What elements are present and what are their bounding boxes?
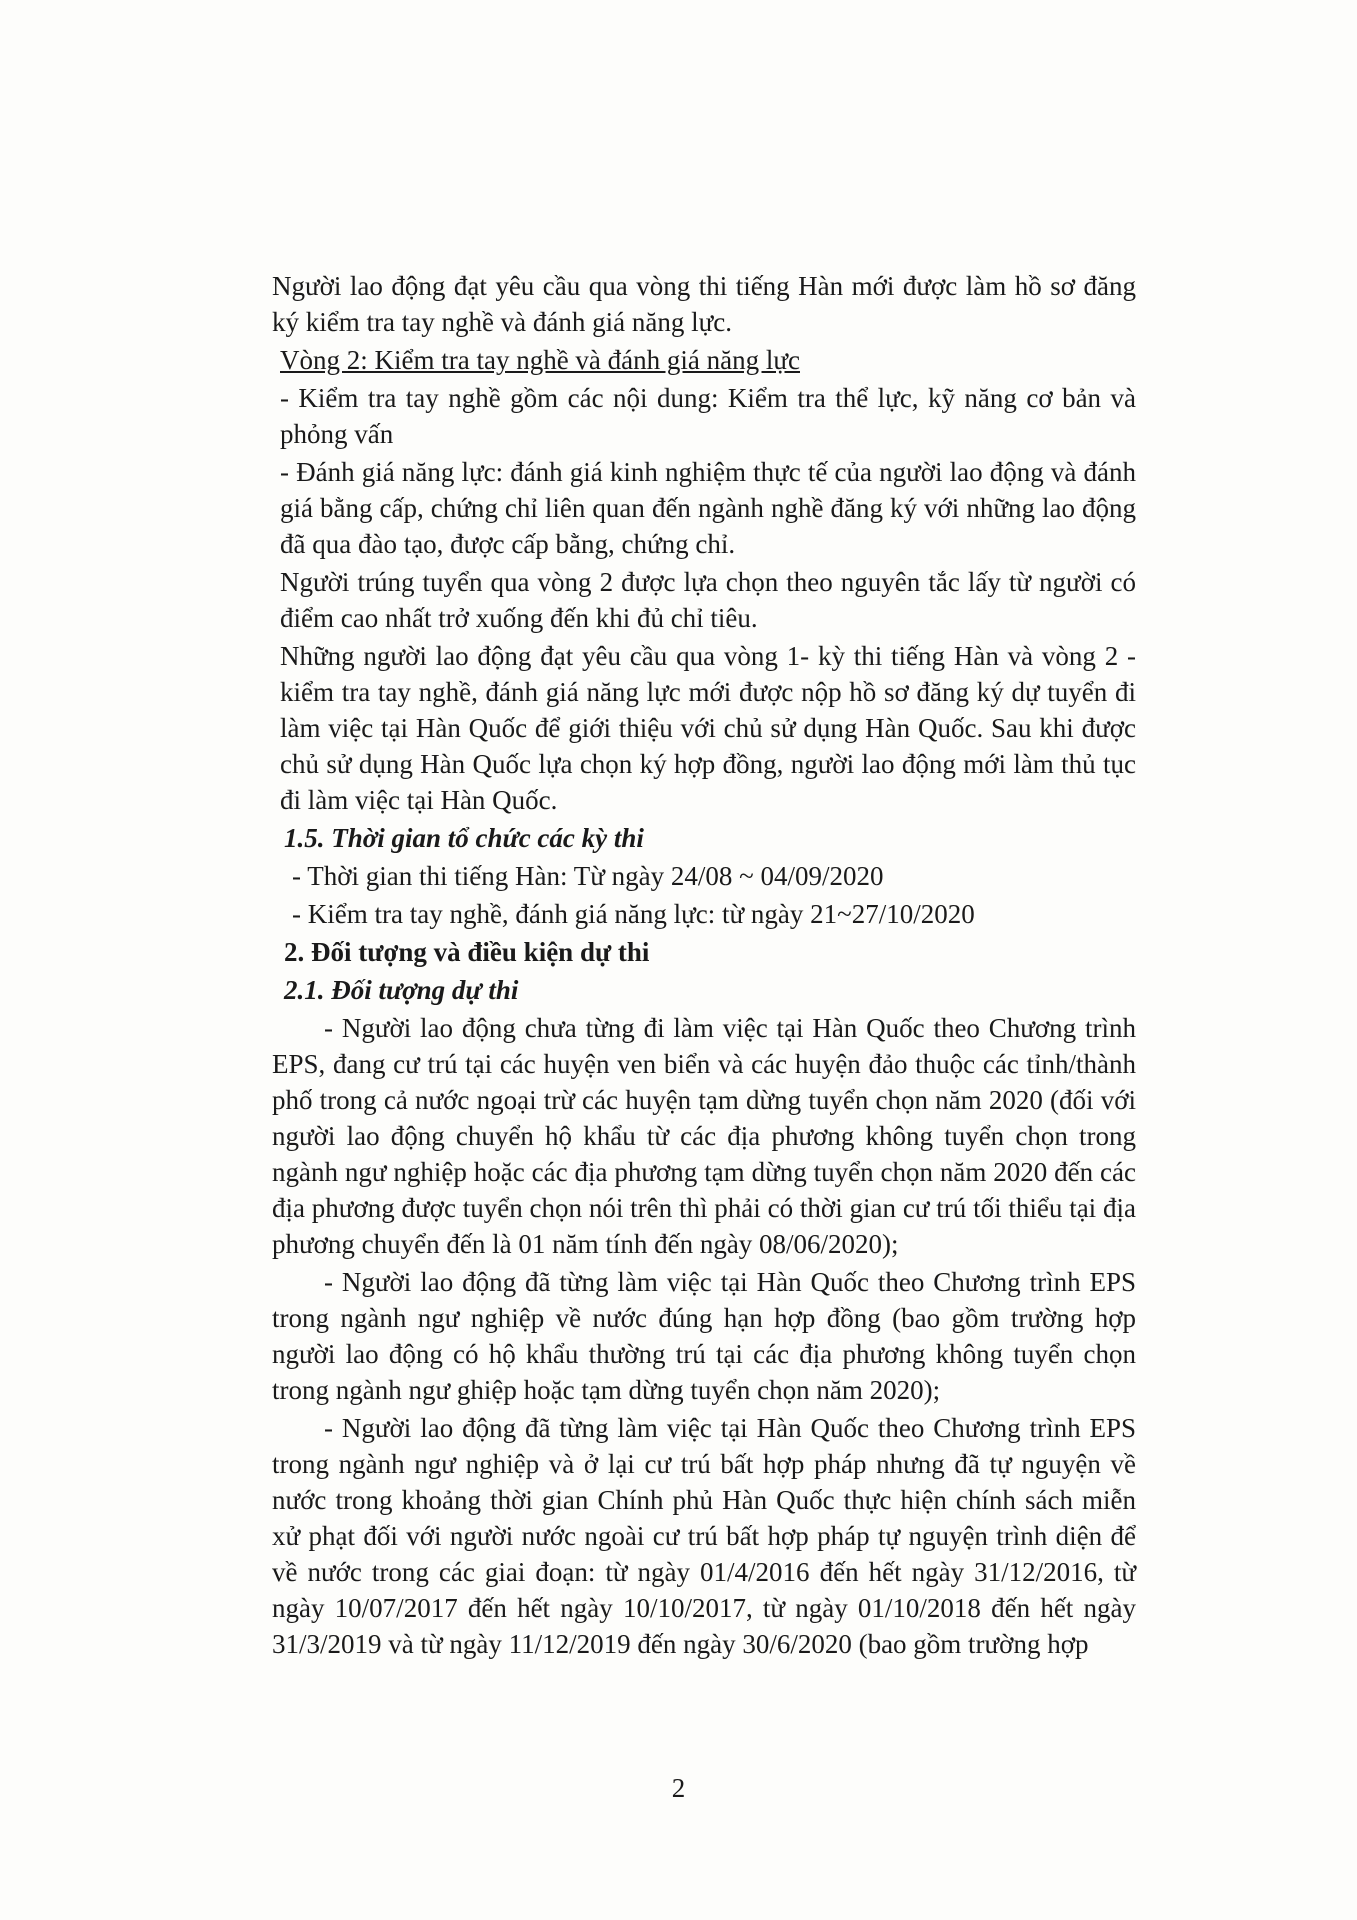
skill-test-schedule: - Kiểm tra tay nghề, đánh giá năng lực: từ ngày 21~27/10/2020 [292, 899, 975, 929]
round2-heading-text: Vòng 2: Kiểm tra tay nghề và đánh giá năng lực [280, 345, 800, 375]
section-2-heading: 2. Đối tượng và điều kiện dự thi [284, 937, 650, 967]
paragraph-eligibility-new-workers [272, 1010, 1136, 1262]
paragraph-round1-result: Người lao động đạt yêu cầu qua vòng thi tiếng Hàn mới được làm hồ sơ đăng ký kiểm tra tay nghề và đánh giá năng lực. [272, 271, 1136, 337]
paragraph-eligibility-voluntary-return [272, 1410, 1136, 1662]
paragraph-selection-principle: Người trúng tuyển qua vòng 2 được lựa chọn theo nguyên tắc lấy từ người có điểm cao nhất trở xuống đến khi đủ chỉ tiêu. [280, 567, 1136, 633]
document-body [272, 268, 1136, 1664]
section-2-1-heading: 2.1. Đối tượng dự thi [284, 975, 519, 1005]
korean-test-schedule: - Thời gian thi tiếng Hàn: Từ ngày 24/08 ~ 04/09/2020 [292, 861, 884, 891]
section-1-5-heading: 1.5. Thời gian tổ chức các kỳ thi [284, 823, 644, 853]
paragraph-capacity-assessment: - Đánh giá năng lực: đánh giá kinh nghiệm thực tế của người lao động và đánh giá bằng cấp, chứng chỉ liên quan đến ngành nghề đăng ký với những lao động đã qua đào tạo, được cấp bằng, chứng chỉ. [280, 457, 1136, 559]
eligibility-voluntary-return-text: - Người lao động đã từng làm việc tại Hàn Quốc theo Chương trình EPS trong ngành ngư nghiệp và ở lại cư trú bất hợp pháp nhưng đã tự nguyện về nước trong khoảng thời gian Chính phủ Hàn Quốc thực hiện chính sách miễn xử phạt đối với người nước ngoài cư trú bất hợp pháp tự nguyện trình diện để về nước trong các giai đoạn: từ ngày 01/4/2016 đến hết ngày 31/12/2016, từ ngày 10/07/2017 đến hết ngày 10/10/2017, từ ngày 01/10/2018 đến hết ngày 31/3/2019 và từ ngày 11/12/2019 đến ngày 30/6/2020 (bao gồm trường hợp [272, 1413, 1136, 1659]
paragraph-eligibility-returned-workers [272, 1264, 1136, 1408]
eligibility-new-workers-text: - Người lao động chưa từng đi làm việc tại Hàn Quốc theo Chương trình EPS, đang cư trú tại các huyện ven biển và các huyện đảo thuộc các tỉnh/thành phố trong cả nước ngoại trừ các huyện tạm dừng tuyển chọn năm 2020 (đối với người lao động chuyển hộ khẩu từ các địa phương không tuyển chọn trong ngành ngư nghiệp hoặc các địa phương tạm dừng tuyển chọn năm 2020 đến các địa phương được tuyển chọn nói trên thì phải có thời gian cư trú tối thiểu tại địa phương chuyển đến là 01 năm tính đến ngày 08/06/2020); [272, 1013, 1136, 1259]
paragraph-skill-test: - Kiểm tra tay nghề gồm các nội dung: Kiểm tra thể lực, kỹ năng cơ bản và phỏng vấn [280, 383, 1136, 449]
round2-heading [272, 342, 1136, 378]
paragraph-application-process: Những người lao động đạt yêu cầu qua vòng 1- kỳ thi tiếng Hàn và vòng 2 - kiểm tra tay nghề, đánh giá năng lực mới được nộp hồ sơ đăng ký dự tuyển đi làm việc tại Hàn Quốc để giới thiệu với chủ sử dụng Hàn Quốc. Sau khi được chủ sử dụng Hàn Quốc lựa chọn ký hợp đồng, người lao động mới làm thủ tục đi làm việc tại Hàn Quốc. [280, 641, 1136, 815]
eligibility-returned-workers-text: - Người lao động đã từng làm việc tại Hàn Quốc theo Chương trình EPS trong ngành ngư nghiệp về nước đúng hạn hợp đồng (bao gồm trường hợp người lao động có hộ khẩu thường trú tại các địa phương không tuyển chọn trong ngành ngư ghiệp hoặc tạm dừng tuyển chọn năm 2020); [272, 1267, 1136, 1405]
page-number: 2 [671, 1773, 686, 1803]
